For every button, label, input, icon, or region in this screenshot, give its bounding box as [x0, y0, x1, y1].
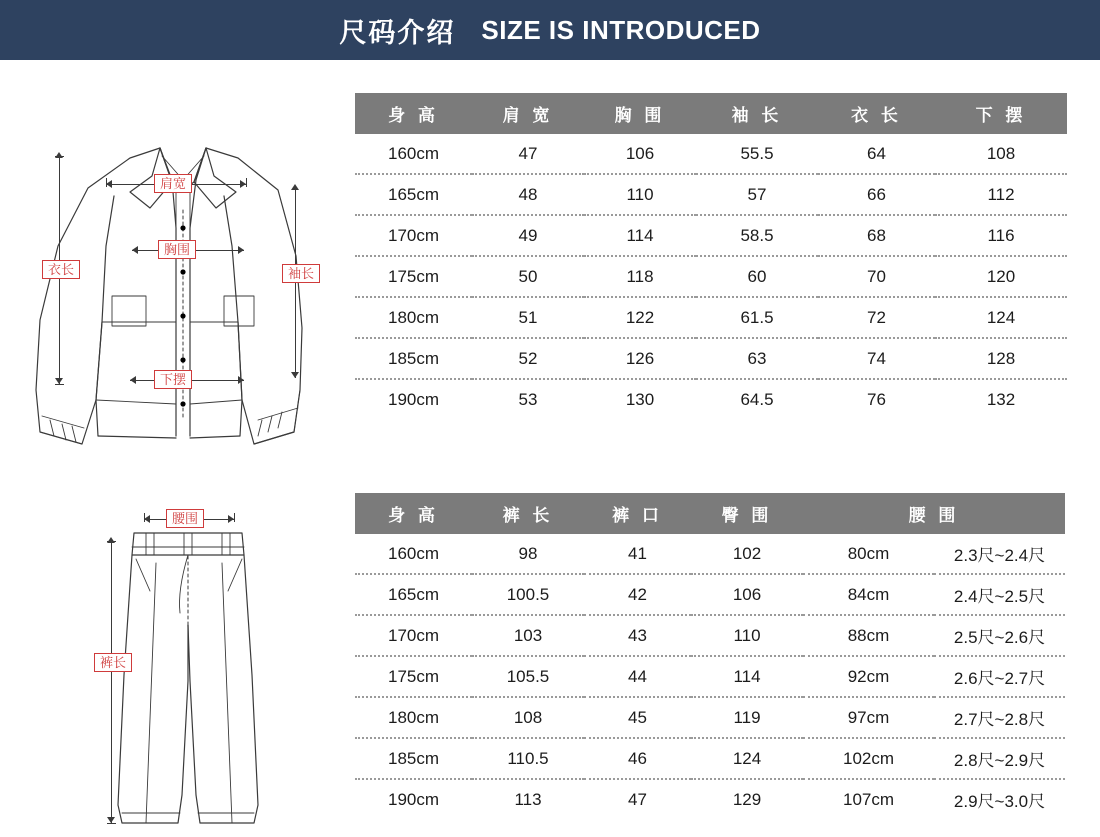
cell: 112 [935, 174, 1067, 215]
chest-arrow-left [132, 246, 138, 254]
cell: 170cm [355, 215, 472, 256]
table-row [355, 297, 1067, 338]
cell: 47 [472, 134, 584, 174]
pants-illustration [10, 455, 340, 837]
table-row [355, 174, 1067, 215]
cell: 61.5 [696, 297, 818, 338]
cell: 165cm [355, 574, 472, 615]
cell: 46 [584, 738, 691, 779]
jacket-col-length: 衣 长 [818, 93, 935, 134]
cell: 49 [472, 215, 584, 256]
cell: 130 [584, 379, 696, 419]
label-hem: 下摆 [154, 370, 192, 389]
hem-arrow-left [130, 376, 136, 384]
cell: 180cm [355, 297, 472, 338]
cell: 52 [472, 338, 584, 379]
cell: 120 [935, 256, 1067, 297]
cell: 108 [935, 134, 1067, 174]
cell: 185cm [355, 738, 472, 779]
hem-arrow-right [238, 376, 244, 384]
table-row [355, 574, 1065, 615]
jacket-col-shoulder: 肩 宽 [472, 93, 584, 134]
cell: 124 [691, 738, 803, 779]
cell: 129 [691, 779, 803, 819]
jacket-col-sleeve: 袖 长 [696, 93, 818, 134]
cell: 114 [691, 656, 803, 697]
jacket-table-wrap [355, 93, 1055, 419]
page-header [0, 0, 1100, 60]
pants-table-wrap [355, 493, 1055, 819]
sleeve-arrow-up [291, 184, 299, 190]
pants-col-hip: 臀 围 [691, 493, 803, 534]
table-row [355, 656, 1065, 697]
cell: 84cm [803, 574, 934, 615]
table-row [355, 534, 1065, 574]
cell: 58.5 [696, 215, 818, 256]
cell: 88cm [803, 615, 934, 656]
length-tick-top [55, 156, 64, 157]
cell: 97cm [803, 697, 934, 738]
cell: 108 [472, 697, 584, 738]
cell: 114 [584, 215, 696, 256]
pants-col-opening: 裤 口 [584, 493, 691, 534]
cell: 106 [691, 574, 803, 615]
pants-col-length: 裤 长 [472, 493, 584, 534]
cell: 74 [818, 338, 935, 379]
cell: 48 [472, 174, 584, 215]
table-row [355, 738, 1065, 779]
jacket-col-hem: 下 摆 [935, 93, 1067, 134]
cell: 124 [935, 297, 1067, 338]
cell: 2.5尺~2.6尺 [934, 615, 1065, 656]
cell: 103 [472, 615, 584, 656]
cell: 170cm [355, 615, 472, 656]
cell: 2.7尺~2.8尺 [934, 697, 1065, 738]
cell: 132 [935, 379, 1067, 419]
cell: 92cm [803, 656, 934, 697]
cell: 44 [584, 656, 691, 697]
jacket-table-header-row [355, 93, 1067, 134]
pants-section [0, 455, 1100, 837]
cell: 98 [472, 534, 584, 574]
jacket-col-height: 身 高 [355, 93, 472, 134]
table-row [355, 779, 1065, 819]
cell: 66 [818, 174, 935, 215]
cell: 102 [691, 534, 803, 574]
sleeve-arrow-down [291, 372, 299, 378]
cell: 64 [818, 134, 935, 174]
table-row [355, 215, 1067, 256]
cell: 80cm [803, 534, 934, 574]
cell: 2.3尺~2.4尺 [934, 534, 1065, 574]
jacket-illustration [10, 60, 340, 450]
cell: 60 [696, 256, 818, 297]
table-row [355, 134, 1067, 174]
label-pants-length: 裤长 [94, 653, 132, 672]
cell: 2.8尺~2.9尺 [934, 738, 1065, 779]
cell: 70 [818, 256, 935, 297]
pants-length-tick-bottom [107, 823, 116, 824]
cell: 42 [584, 574, 691, 615]
cell: 57 [696, 174, 818, 215]
table-row [355, 697, 1065, 738]
table-row [355, 256, 1067, 297]
cell: 68 [818, 215, 935, 256]
pants-size-table [355, 493, 1065, 819]
pants-length-arrow-up [107, 537, 115, 543]
jacket-col-chest: 胸 围 [584, 93, 696, 134]
pants-col-height: 身 高 [355, 493, 472, 534]
cell: 53 [472, 379, 584, 419]
cell: 190cm [355, 379, 472, 419]
page-title-cn: 尺码介绍 [339, 17, 456, 48]
cell: 106 [584, 134, 696, 174]
cell: 110.5 [472, 738, 584, 779]
label-waist: 腰围 [166, 509, 204, 528]
cell: 100.5 [472, 574, 584, 615]
table-row [355, 379, 1067, 419]
cell: 102cm [803, 738, 934, 779]
table-row [355, 615, 1065, 656]
label-shoulder-width: 肩宽 [154, 174, 192, 193]
cell: 2.6尺~2.7尺 [934, 656, 1065, 697]
length-arrow-up [55, 152, 63, 158]
pants-length-tick-top [107, 541, 116, 542]
cell: 41 [584, 534, 691, 574]
cell: 107cm [803, 779, 934, 819]
sleeve-measure-line [295, 188, 296, 378]
cell: 110 [584, 174, 696, 215]
pants-table-header-row [355, 493, 1065, 534]
cell: 110 [691, 615, 803, 656]
cell: 160cm [355, 134, 472, 174]
shoulder-tick-left [106, 178, 107, 187]
cell: 2.9尺~3.0尺 [934, 779, 1065, 819]
cell: 64.5 [696, 379, 818, 419]
page-title-en: SIZE IS INTRODUCED [481, 14, 761, 45]
pants-col-waist: 腰 围 [803, 493, 1065, 534]
chest-arrow-right [238, 246, 244, 254]
cell: 105.5 [472, 656, 584, 697]
cell: 113 [472, 779, 584, 819]
cell: 55.5 [696, 134, 818, 174]
cell: 122 [584, 297, 696, 338]
cell: 126 [584, 338, 696, 379]
length-tick-bottom [55, 384, 64, 385]
shoulder-tick-right [246, 178, 247, 187]
cell: 2.4尺~2.5尺 [934, 574, 1065, 615]
jacket-size-table [355, 93, 1067, 419]
cell: 50 [472, 256, 584, 297]
jacket-section [0, 60, 1100, 450]
cell: 180cm [355, 697, 472, 738]
cell: 175cm [355, 656, 472, 697]
waist-tick-right [234, 513, 235, 522]
cell: 190cm [355, 779, 472, 819]
waist-tick-left [144, 513, 145, 522]
cell: 160cm [355, 534, 472, 574]
cell: 47 [584, 779, 691, 819]
cell: 76 [818, 379, 935, 419]
label-sleeve-length: 袖长 [282, 264, 320, 283]
cell: 45 [584, 697, 691, 738]
cell: 175cm [355, 256, 472, 297]
cell: 43 [584, 615, 691, 656]
cell: 63 [696, 338, 818, 379]
cell: 165cm [355, 174, 472, 215]
cell: 72 [818, 297, 935, 338]
cell: 51 [472, 297, 584, 338]
cell: 119 [691, 697, 803, 738]
cell: 118 [584, 256, 696, 297]
table-row [355, 338, 1067, 379]
cell: 116 [935, 215, 1067, 256]
pants-length-measure-line [111, 541, 112, 823]
cell: 185cm [355, 338, 472, 379]
label-garment-length: 衣长 [42, 260, 80, 279]
label-chest: 胸围 [158, 240, 196, 259]
cell: 128 [935, 338, 1067, 379]
